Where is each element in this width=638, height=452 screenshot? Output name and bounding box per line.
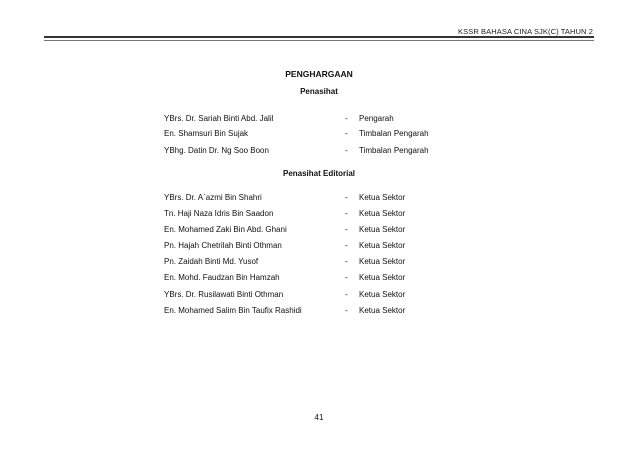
list-item xyxy=(0,273,638,285)
person-name: En. Mohamed Zaki Bin Abd. Ghani xyxy=(164,225,287,234)
list-item xyxy=(0,225,638,237)
list-item xyxy=(0,290,638,302)
list-item xyxy=(0,306,638,318)
list-item xyxy=(0,114,638,126)
header-rule-thin xyxy=(44,40,594,41)
person-name: YBrs. Dr. Sariah Binti Abd. Jalil xyxy=(164,114,274,123)
person-name: Pn. Hajah Chetrilah Binti Othman xyxy=(164,241,282,250)
section-heading-penasihat-editorial: Penasihat Editorial xyxy=(282,169,356,178)
separator-dash: - xyxy=(345,129,348,138)
person-role: Ketua Sektor xyxy=(359,273,406,282)
person-name: Pn. Zaidah Binti Md. Yusof xyxy=(164,257,259,266)
list-item xyxy=(0,241,638,253)
person-name: En. Mohamed Salim Bin Taufix Rashidi xyxy=(164,306,302,315)
list-item xyxy=(0,209,638,221)
person-role: Ketua Sektor xyxy=(359,225,406,234)
list-item xyxy=(0,193,638,205)
separator-dash: - xyxy=(345,241,348,250)
section-heading-penasihat: Penasihat xyxy=(300,87,338,96)
separator-dash: - xyxy=(345,306,348,315)
separator-dash: - xyxy=(345,114,348,123)
person-role: Ketua Sektor xyxy=(359,290,406,299)
person-name: YBrs. Dr. A`azmi Bin Shahri xyxy=(164,193,262,202)
person-role: Ketua Sektor xyxy=(359,241,406,250)
list-item xyxy=(0,129,638,141)
separator-dash: - xyxy=(345,193,348,202)
person-role: Timbalan Pengarah xyxy=(359,129,429,138)
separator-dash: - xyxy=(345,257,348,266)
person-name: En. Mohd. Faudzan Bin Hamzah xyxy=(164,273,280,282)
person-role: Ketua Sektor xyxy=(359,193,406,202)
header-rule-thick xyxy=(44,36,594,38)
person-name: YBrs. Dr. Rusilawati Binti Othman xyxy=(164,290,284,299)
person-role: Ketua Sektor xyxy=(359,257,406,266)
page-number: 41 xyxy=(314,413,324,422)
list-item xyxy=(0,257,638,269)
separator-dash: - xyxy=(345,225,348,234)
person-role: Timbalan Pengarah xyxy=(359,146,429,155)
person-name: YBhg. Datin Dr. Ng Soo Boon xyxy=(164,146,269,155)
separator-dash: - xyxy=(345,273,348,282)
person-role: Pengarah xyxy=(359,114,394,123)
list-item xyxy=(0,146,638,158)
person-name: En. Shamsuri Bin Sujak xyxy=(164,129,249,138)
separator-dash: - xyxy=(345,146,348,155)
person-role: Ketua Sektor xyxy=(359,209,406,218)
person-name: Tn. Haji Naza Idris Bin Saadon xyxy=(164,209,274,218)
page-title: PENGHARGAAN xyxy=(285,69,353,79)
separator-dash: - xyxy=(345,290,348,299)
separator-dash: - xyxy=(345,209,348,218)
person-role: Ketua Sektor xyxy=(359,306,406,315)
running-header: KSSR BAHASA CINA SJK(C) TAHUN 2 xyxy=(458,27,593,36)
